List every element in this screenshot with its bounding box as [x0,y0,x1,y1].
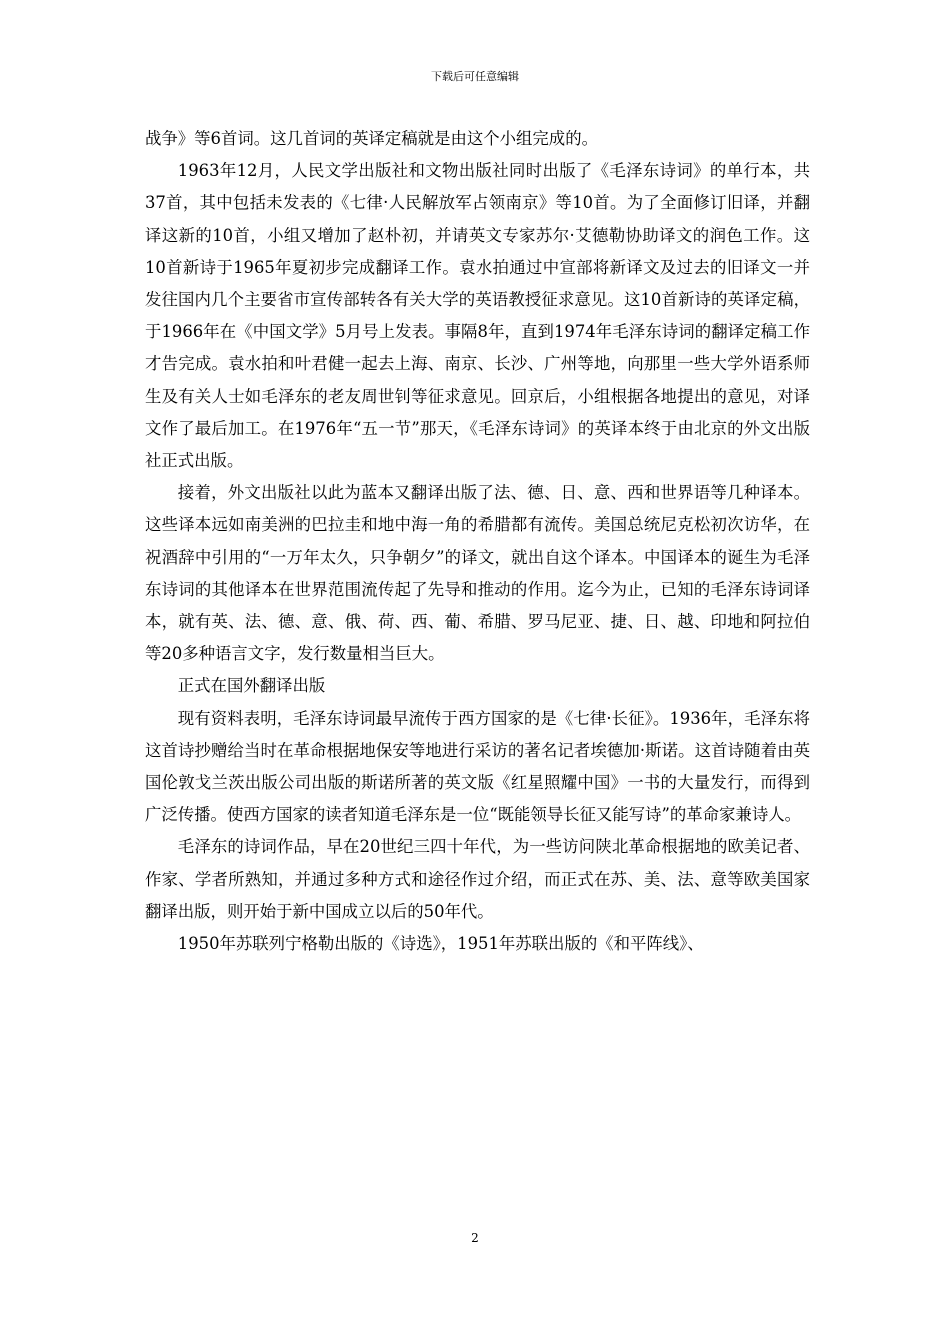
section-heading: 正式在国外翻译出版 [177,676,326,696]
paragraph: 现有资料表明，毛泽东诗词最早流传于西方国家的是《七律·长征》。1936年，毛泽东将这首诗抄赠给当时在革命根据地保安等地进行采访的著名记者埃德加·斯诺。这首诗随着由英国伦敦戈兰茨出版公司出版的斯诺所著的英文版《红星照耀中国》一书的大量发行，而得到广泛传播。使西方国家的读者知道毛泽东是一位“既能领导长征又能写诗”的革命家兼诗人。 [145,708,810,825]
page-header: 下载后可任意编辑 [431,70,519,83]
page-number: 2 [471,1231,479,1245]
paragraph-continuation: 战争》等6首词。这几首词的英译定稿就是由这个小组完成的。 [145,129,598,148]
document-body [145,123,810,960]
paragraph: 1963年12月，人民文学出版社和文物出版社同时出版了《毛泽东诗词》的单行本，共37首，其中包括未发表的《七律·人民解放军占领南京》等10首。为了全面修订旧译，并翻译这新的10首，小组又增加了赵朴初，并请英文专家苏尔·艾德勒协助译文的润色工作。这10首新诗于1965年夏初步完成翻译工作。袁水拍通过中宣部将新译文及过去的旧译文一并发往国内几个主要省市宣传部转各有关大学的英语教授征求意见。这10首新诗的英译定稿，于1966年在《中国文学》5月号上发表。事隔8年，直到1974年毛泽东诗词的翻译定稿工作才告完成。袁水拍和叶君健一起去上海、南京、长沙、广州等地，向那里一些大学外语系师生及有关人士如毛泽东的老友周世钊等征求意见。回京后，小组根据各地提出的意见，对译文作了最后加工。在1976年“五一节”那天，《毛泽东诗词》的英译本终于由北京的外文出版社正式出版。 [145,161,810,471]
paragraph: 毛泽东的诗词作品，早在20世纪三四十年代，为一些访问陕北革命根据地的欧美记者、作家、学者所熟知，并通过多种方式和途径作过介绍，而正式在苏、美、法、意等欧美国家翻译出版，则开始于新中国成立以后的50年代。 [145,837,810,921]
paragraph: 接着，外文出版社以此为蓝本又翻译出版了法、德、日、意、西和世界语等几种译本。这些译本远如南美洲的巴拉圭和地中海一角的希腊都有流传。美国总统尼克松初次访华，在祝酒辞中引用的“一万年太久，只争朝夕”的译文，就出自这个译本。中国译本的诞生为毛泽东诗词的其他译本在世界范围流传起了先导和推动的作用。迄今为止，已知的毛泽东诗词译本，就有英、法、德、意、俄、荷、西、葡、希腊、罗马尼亚、捷、日、越、印地和阿拉伯等20多种语言文字，发行数量相当巨大。 [145,483,810,664]
paragraph: 1950年苏联列宁格勒出版的《诗选》，1951年苏联出版的《和平阵线》、 [177,934,704,954]
